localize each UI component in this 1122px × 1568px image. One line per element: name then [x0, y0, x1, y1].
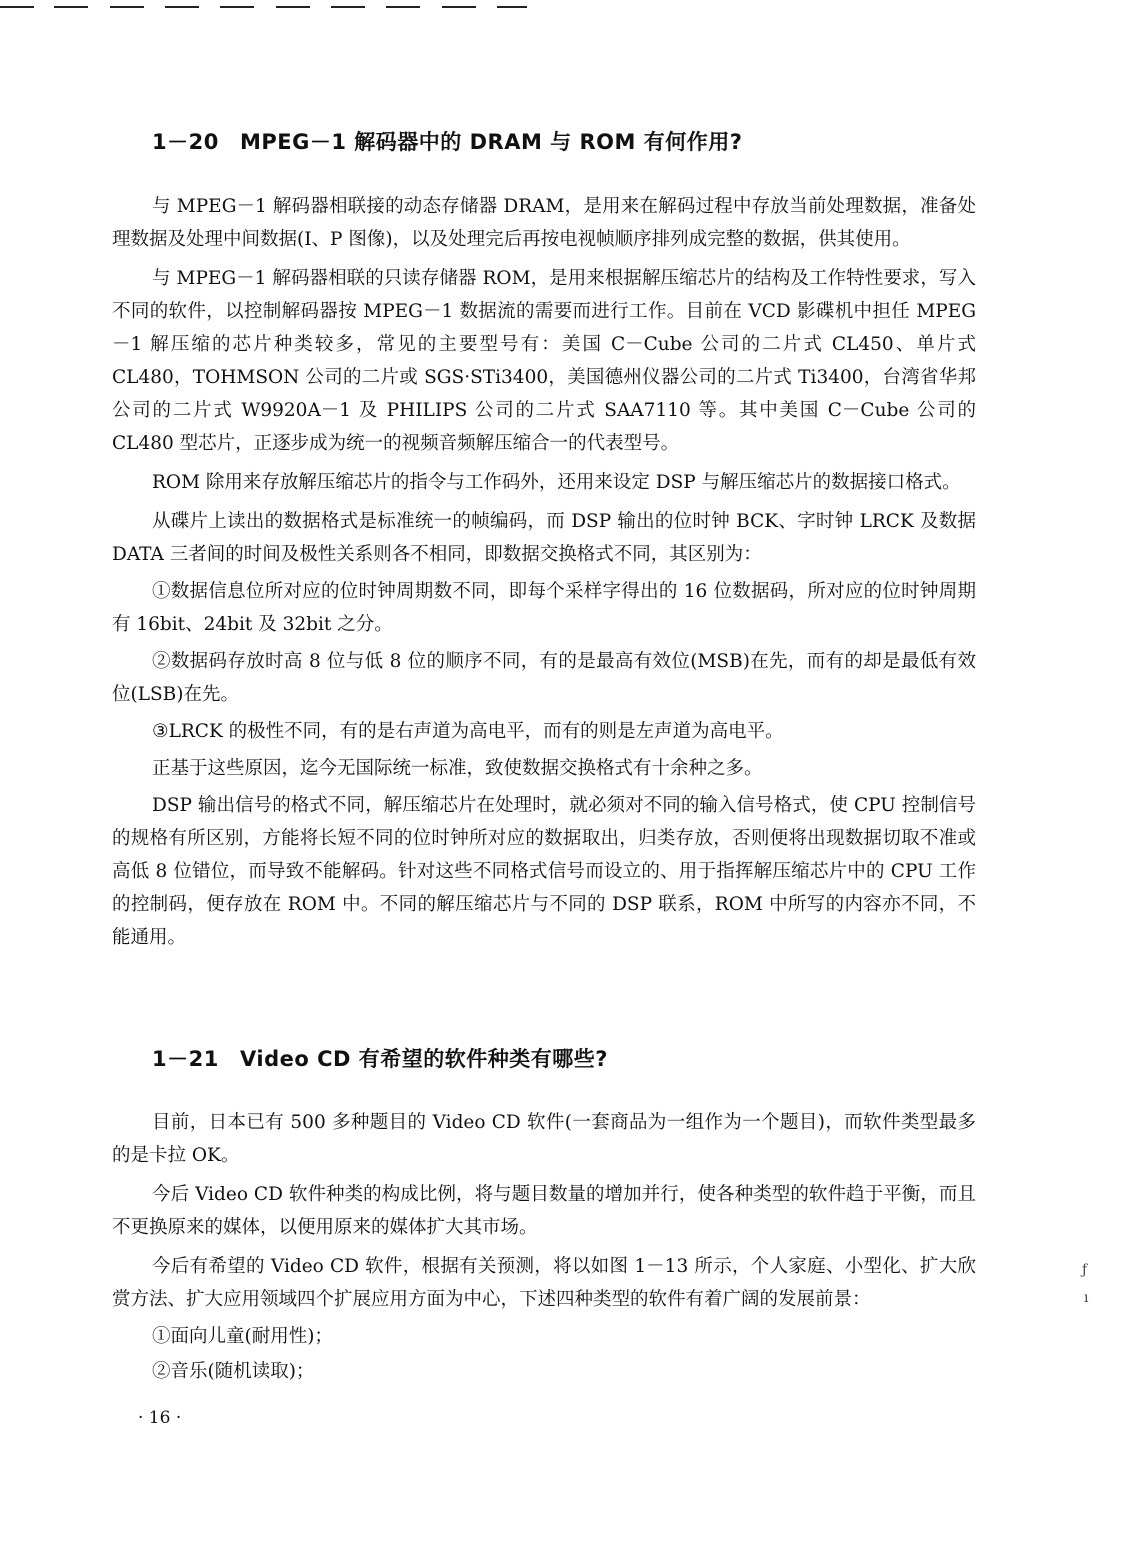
paragraph: 与 MPEG－1 解码器相联的只读存储器 ROM，是用来根据解压缩芯片的结构及工作特性要求，写入不同的软件，以控制解码器按 MPEG－1 数据流的需要而进行工作。目前在 VCD 影碟机中担任 MPEG－1 解压缩的芯片种类较多，常见的主要型号有：美国 C－Cube 公司的二片式 CL450、单片式 CL480，TOHMSON 公司的二片或 SGS·STi3400，美国德州仪器公司的二片式 Ti3400，台湾省华邦公司的二片式 W9920A－1 及 PHILIPS 公司的二片式 SAA7110 等。其中美国 C－Cube 公司的 CL480 型芯片，正逐步成为统一的视频音频解压缩合一的代表型号。 [112, 268, 976, 454]
section-heading-1-20 [152, 126, 742, 156]
paragraph: 从碟片上读出的数据格式是标准统一的帧编码，而 DSP 输出的位时钟 BCK、字时钟 LRCK 及数据 DATA 三者间的时间及极性关系则各不相同，即数据交换格式不同，其区别为： [112, 511, 976, 565]
section-title: MPEG－1 解码器中的 DRAM 与 ROM 有何作用? [240, 130, 743, 154]
paragraph: DSP 输出信号的格式不同，解压缩芯片在处理时，就必须对不同的输入信号格式，使 CPU 控制信号的规格有所区别，方能将长短不同的位时钟所对应的数据取出，归类存放，否则便将出现数据切取不准或高低 8 位错位，而导致不能解码。针对这些不同格式信号而设立的、用于指挥解压缩芯片中的 CPU 工作的控制码，便存放在 ROM 中。不同的解压缩芯片与不同的 DSP 联系，ROM 中所写的内容亦不同，不能通用。 [112, 795, 976, 948]
paragraph: ROM 除用来存放解压缩芯片的指令与工作码外，还用来设定 DSP 与解压缩芯片的数据接口格式。 [152, 472, 961, 493]
section-heading-1-21 [152, 1043, 608, 1073]
margin-mark: ı [1084, 1290, 1089, 1306]
section-body-1-21 [112, 1106, 976, 1388]
list-item: ①数据信息位所对应的位时钟周期数不同，即每个采样字得出的 16 位数据码，所对应的位时钟周期有 16bit、24bit 及 32bit 之分。 [112, 581, 976, 635]
paragraph: 今后有希望的 Video CD 软件，根据有关预测，将以如图 1－13 所示，个人家庭、小型化、扩大欣赏方法、扩大应用领域四个扩展应用方面为中心，下述四种类型的软件有着广阔的发展前景： [112, 1256, 976, 1310]
list-item: ②数据码存放时高 8 位与低 8 位的顺序不同，有的是最高有效位(MSB)在先，而有的却是最低有效位(LSB)在先。 [112, 651, 976, 705]
paragraph: 今后 Video CD 软件种类的构成比例，将与题目数量的增加并行，使各种类型的软件趋于平衡，而且不更换原来的媒体，以便用原来的媒体扩大其市场。 [112, 1184, 976, 1238]
margin-mark: ƒ [1082, 1262, 1088, 1278]
section-number: 1－21 [152, 1047, 219, 1071]
top-edge-dashes [0, 6, 540, 10]
list-item: ①面向儿童(耐用性)； [152, 1326, 333, 1347]
section-body-1-20 [112, 190, 976, 954]
paragraph: 与 MPEG－1 解码器相联接的动态存储器 DRAM，是用来在解码过程中存放当前处理数据，准备处理数据及处理中间数据(I、P 图像)，以及处理完后再按电视帧顺序排列成完整的数据，供其使用。 [112, 196, 976, 250]
paragraph: 目前，日本已有 500 多种题目的 Video CD 软件(一套商品为一组作为一个题目)，而软件类型最多的是卡拉 OK。 [112, 1112, 976, 1166]
list-item: ③LRCK 的极性不同，有的是右声道为高电平，而有的则是左声道为高电平。 [152, 721, 784, 742]
page-number: · 16 · [138, 1408, 182, 1428]
section-number: 1－20 [152, 130, 219, 154]
paragraph: 正基于这些原因，迄今无国际统一标准，致使数据交换格式有十余种之多。 [152, 758, 763, 779]
list-item: ②音乐(随机读取)； [152, 1361, 315, 1382]
section-title: Video CD 有希望的软件种类有哪些? [240, 1047, 608, 1071]
